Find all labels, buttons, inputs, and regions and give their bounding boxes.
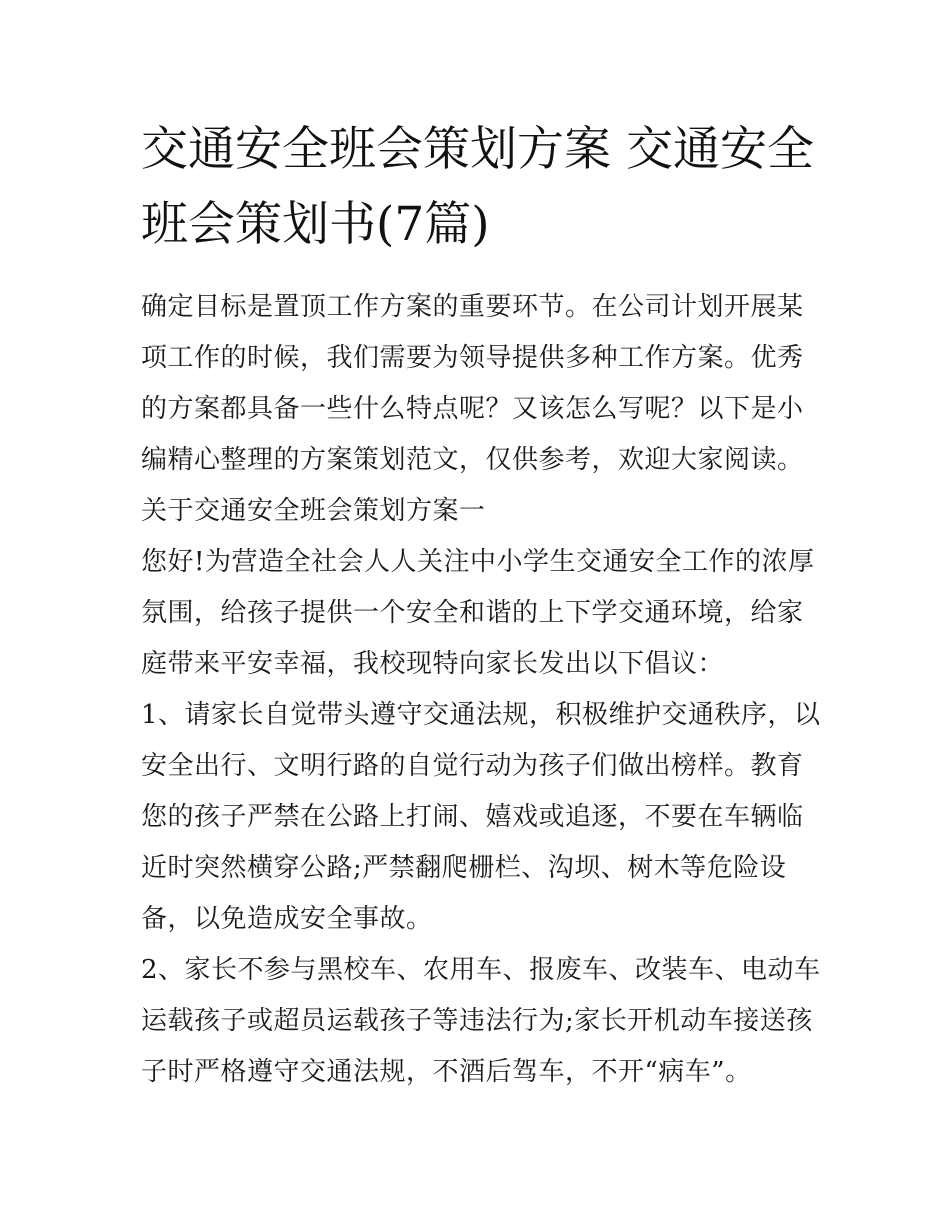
item-2-paragraph: 2、家长不参与黑校车、农用车、报废车、改装车、电动车运载孩子或超员运载孩子等违法行为;家长开机动车接送孩子时严格遵守交通法规，不酒后驾车，不开“病车”。 <box>141 955 821 1087</box>
document-title: 交通安全班会策划方案 交通安全班会策划书(7篇) <box>141 122 814 252</box>
document-page <box>141 112 821 1098</box>
document-body <box>141 282 821 1098</box>
item-1-paragraph: 1、请家长自觉带头遵守交通法规，积极维护交通秩序，以安全出行、文明行路的自觉行动为孩子们做出榜样。教育您的孩子严禁在公路上打闹、嬉戏或追逐，不要在车辆临近时突然横穿公路;严禁翻爬栅栏、沟坝、树木等危险设备，以免造成安全事故。 <box>141 700 821 934</box>
greeting-paragraph: 您好!为营造全社会人人关注中小学生交通安全工作的浓厚氛围，给孩子提供一个安全和谐的上下学交通环境，给家庭带来平安幸福，我校现特向家长发出以下倡议： <box>141 547 815 679</box>
section-heading: 关于交通安全班会策划方案一 <box>141 496 486 526</box>
intro-paragraph: 确定目标是置顶工作方案的重要环节。在公司计划开展某项工作的时候，我们需要为领导提供多种工作方案。优秀的方案都具备一些什么特点呢？又该怎么写呢？以下是小编精心整理的方案策划范文，仅供参考，欢迎大家阅读。 <box>141 292 804 475</box>
